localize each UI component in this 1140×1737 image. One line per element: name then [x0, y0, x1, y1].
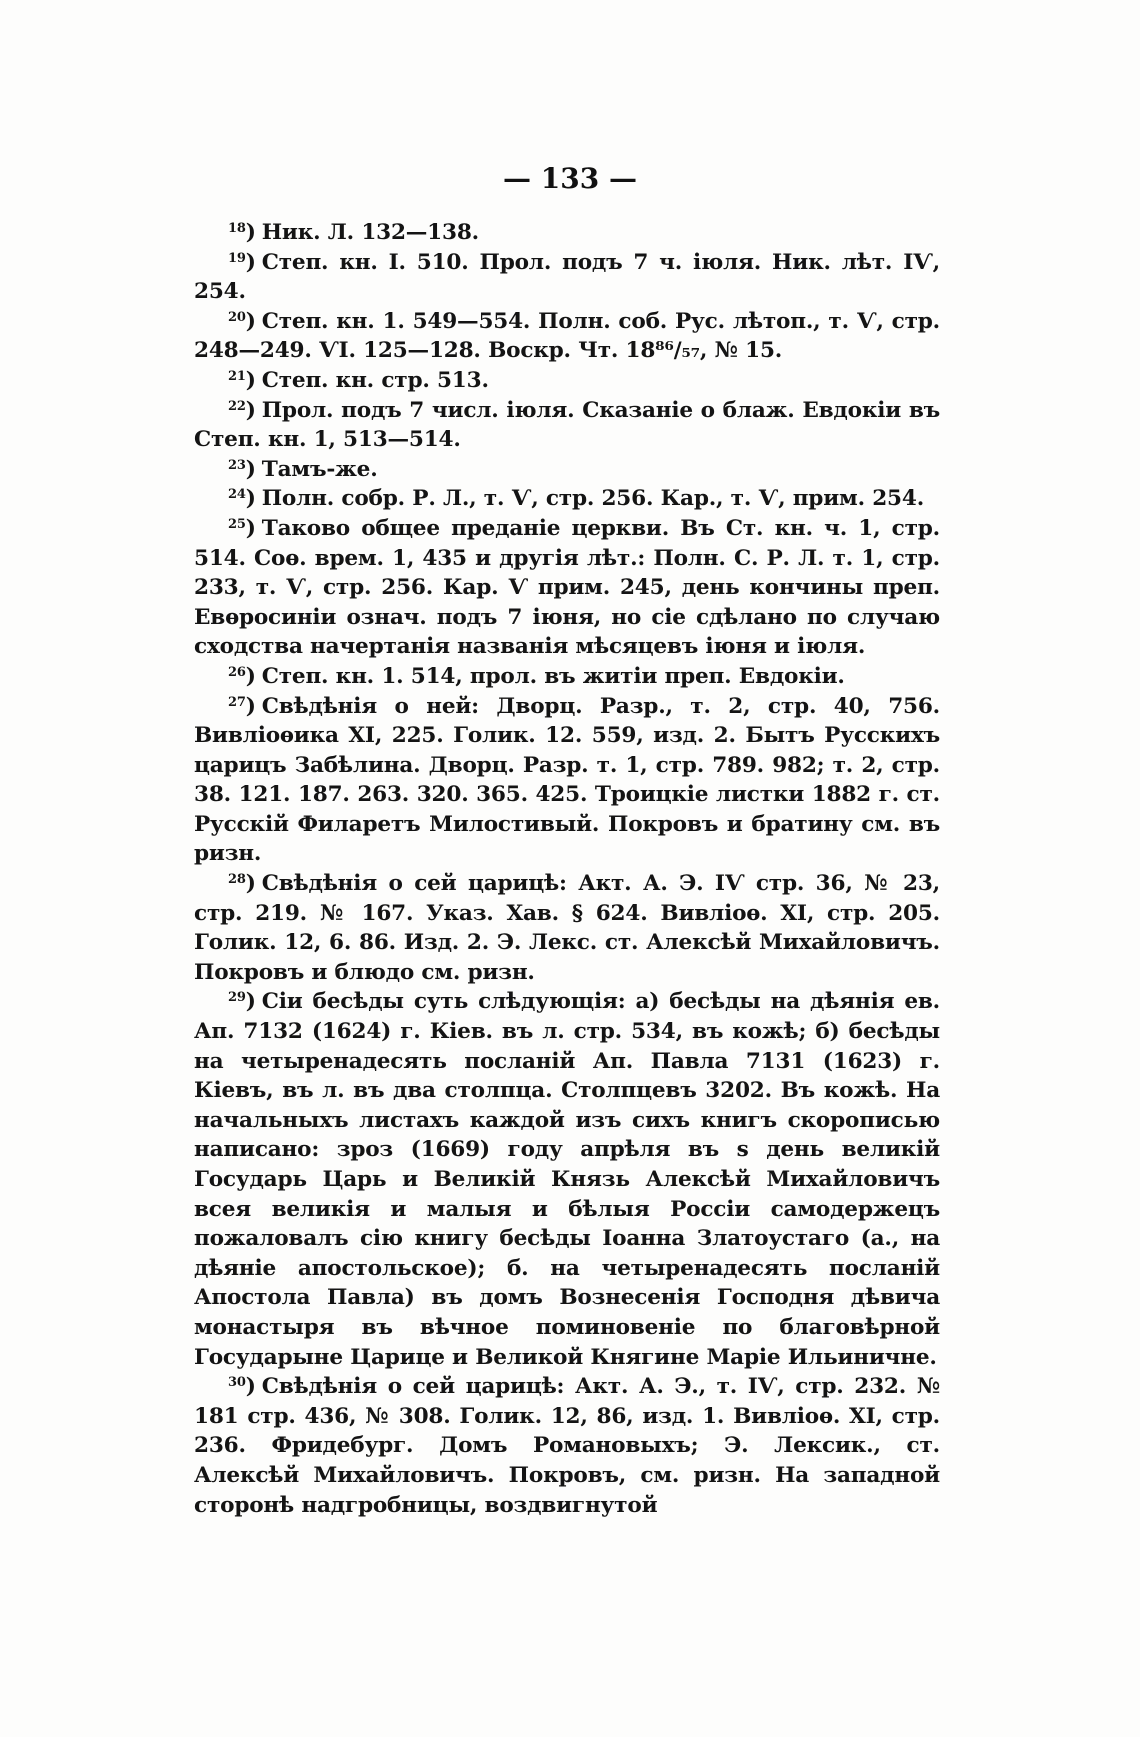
- footnote-number: 22: [228, 398, 246, 414]
- footnote-number: 21: [228, 368, 246, 384]
- footnote-number: 30: [228, 1375, 246, 1391]
- footnote-22: $^{22}$) Прол. подъ 7 числ. іюля. Сказаніе о блаж. Евдокіи въ Степ. кн. 1, 513—514.: [194, 397, 940, 453]
- footnote-number: 19: [228, 250, 246, 266]
- footnote-number: 26: [228, 664, 246, 680]
- footnote-number: 29: [228, 990, 246, 1006]
- footnote-30: $^{30}$) Свѣдѣнія о сей царицѣ: Акт. А. Э., т. IѴ, стр. 232. № 181 стр. 436, № 308. Голик. 12, 86, изд. 1. Вивліоѳ. XI, стр. 236. Фридебург. Домъ Романовыхъ; Э. Лексик., ст. Алексѣй Михайловичъ. Покровъ, см. ризн. На западной сторонѣ надгробницы, воздвигнутой: [194, 1374, 940, 1518]
- footnote-20: $^{20}$) Степ. кн. 1. 549—554. Полн. соб. Рус. лѣтоп., т. Ѵ, стр. 248—249. ѴІ. 125—128. Воскр. Чт. 18⁸⁶/₅₇, № 15.: [194, 308, 940, 364]
- footnote-text: Прол. подъ 7 числ. іюля. Сказаніе о блаж. Евдокіи въ Степ. кн. 1, 513—514.: [194, 397, 940, 453]
- footnote-text: Свѣдѣнія о сей царицѣ: Акт. А. Э., т. IѴ, стр. 232. № 181 стр. 436, № 308. Голик. 12, 86, изд. 1. Вивліоѳ. XI, стр. 236. Фридебург. Домъ Романовыхъ; Э. Лексик., ст. Алексѣй Михайловичъ. Покровъ, см. ризн. На западной сторонѣ надгробницы, воздвигнутой: [194, 1374, 940, 1518]
- footnote-number: 28: [228, 872, 246, 888]
- footnote-number: 25: [228, 516, 246, 532]
- footnote-25: $^{25}$) Таково общее преданіе церкви. Въ Ст. кн. ч. 1, стр. 514. Соѳ. врем. 1, 435 и другія лѣт.: Полн. С. Р. Л. т. 1, стр. 233, т. Ѵ, стр. 256. Кар. Ѵ прим. 245, день кончины преп. Евѳросиніи означ. подъ 7 іюня, но сіе сдѣлано по случаю сходства начертанія названія мѣсяцевъ іюня и іюля.: [194, 515, 940, 660]
- footnote-24: $^{24}$) Полн. собр. Р. Л., т. Ѵ, стр. 256. Кар., т. Ѵ, прим. 254.: [228, 486, 925, 512]
- footnote-number: 24: [228, 487, 246, 503]
- footnote-text: Степ. кн. стр. 513.: [261, 367, 489, 393]
- footnote-text: Степ. кн. 1. 549—554. Полн. соб. Рус. лѣтоп., т. Ѵ, стр. 248—249. ѴІ. 125—128. Воскр. Чт. 18⁸⁶/₅₇, № 15.: [194, 308, 940, 364]
- footnote-number: 27: [228, 694, 246, 710]
- footnote-text: Таково общее преданіе церкви. Въ Ст. кн. ч. 1, стр. 514. Соѳ. врем. 1, 435 и другія лѣт.: Полн. С. Р. Л. т. 1, стр. 233, т. Ѵ, стр. 256. Кар. Ѵ прим. 245, день кончины преп. Евѳросиніи означ. подъ 7 іюня, но сіе сдѣлано по случаю сходства начертанія названія мѣсяцевъ іюня и іюля.: [194, 515, 940, 660]
- footnotes-list: [194, 218, 940, 1520]
- footnote-26: $^{26}$) Степ. кн. 1. 514, прол. въ житіи преп. Евдокіи.: [228, 663, 845, 689]
- footnote-18: $^{18}$) Ник. Л. 132—138.: [228, 220, 479, 245]
- footnote-text: Свѣдѣнія о ней: Дворц. Разр., т. 2, стр. 40, 756. Вивліоѳика XI, 225. Голик. 12. 559, изд. 2. Бытъ Русскихъ царицъ Забѣлина. Дворц. Разр. т. 1, стр. 789. 982; т. 2, стр. 38. 121. 187. 263. 320. 365. 425. Троицкіе листки 1882 г. ст. Русскій Филаретъ Милостивый. Покровъ и братину см. въ ризн.: [194, 693, 940, 867]
- footnote-text: Сіи бесѣды суть слѣдующія: а) бесѣды на дѣянія ев. Ап. 7132 (1624) г. Кіев. въ л. стр. 534, въ кожѣ; б) бесѣды на четыренадесять посланій Ап. Павла 7131 (1623) г. Кіевъ, въ л. въ два столпца. Столпцевъ 3202. Въ кожѣ. На начальныхъ листахъ каждой изъ сихъ книгъ скорописью написано: зроз (1669) году апрѣля въ ѕ день великій Государь Царь и Великій Князь Алексѣй Михайловичъ всея великія и малыя и бѣлыя Россіи самодержецъ пожаловалъ сію книгу бесѣды Іоанна Златоустаго (а., на дѣяніе апостольское); б. на четыренадесять посланій Апостола Павла) въ домъ Вознесенія Господня дѣвича монастыря въ вѣчное поминовеніе по благовѣрной Государыне Царице и Великой Княгине Маріе Ильиничне.: [194, 989, 940, 1370]
- footnote-text: Ник. Л. 132—138.: [261, 220, 479, 245]
- footnote-number: 18: [228, 221, 246, 236]
- footnote-29: $^{29}$) Сіи бесѣды суть слѣдующія: а) бесѣды на дѣянія ев. Ап. 7132 (1624) г. Кіев. въ л. стр. 534, въ кожѣ; б) бесѣды на четыренадесять посланій Ап. Павла 7131 (1623) г. Кіевъ, въ л. въ два столпца. Столпцевъ 3202. Въ кожѣ. На начальныхъ листахъ каждой изъ сихъ книгъ скорописью написано: зроз (1669) году апрѣля въ ѕ день великій Государь Царь и Великій Князь Алексѣй Михайловичъ всея великія и малыя и бѣлыя Россіи самодержецъ пожаловалъ сію книгу бесѣды Іоанна Златоустаго (а., на дѣяніе апостольское); б. на четыренадесять посланій Апостола Павла) въ домъ Вознесенія Господня дѣвича монастыря въ вѣчное поминовеніе по благовѣрной Государыне Царице и Великой Княгине Маріе Ильиничне.: [194, 989, 940, 1370]
- footnote-27: $^{27}$) Свѣдѣнія о ней: Дворц. Разр., т. 2, стр. 40, 756. Вивліоѳика XI, 225. Голик. 12. 559, изд. 2. Бытъ Русскихъ царицъ Забѣлина. Дворц. Разр. т. 1, стр. 789. 982; т. 2, стр. 38. 121. 187. 263. 320. 365. 425. Троицкіе листки 1882 г. ст. Русскій Филаретъ Милостивый. Покровъ и братину см. въ ризн.: [194, 693, 940, 867]
- page-number: — 133 —: [503, 162, 637, 195]
- footnote-text: Полн. собр. Р. Л., т. Ѵ, стр. 256. Кар., т. Ѵ, прим. 254.: [261, 486, 925, 512]
- footnote-text: Тамъ-же.: [261, 456, 378, 482]
- footnote-number: 20: [228, 309, 246, 325]
- footnote-23: $^{23}$) Тамъ-же.: [228, 456, 378, 482]
- footnote-text: Степ. кн. 1. 514, прол. въ житіи преп. Евдокіи.: [261, 663, 845, 689]
- footnote-number: 23: [228, 457, 246, 473]
- footnote-28: $^{28}$) Свѣдѣнія о сей царицѣ: Акт. А. Э. IѴ стр. 36, № 23, стр. 219. № 167. Указ. Хав. § 624. Вивліоѳ. XI, стр. 205. Голик. 12, 6. 86. Изд. 2. Э. Лекс. ст. Алексѣй Михайловичъ. Покровъ и блюдо см. ризн.: [194, 871, 940, 985]
- footnote-19: $^{19}$) Степ. кн. І. 510. Прол. подъ 7 ч. іюля. Ник. лѣт. IѴ, 254.: [194, 249, 940, 305]
- footnote-21: $^{21}$) Степ. кн. стр. 513.: [228, 367, 489, 393]
- footnote-text: Свѣдѣнія о сей царицѣ: Акт. А. Э. IѴ стр. 36, № 23, стр. 219. № 167. Указ. Хав. § 624. Вивліоѳ. XI, стр. 205. Голик. 12, 6. 86. Изд. 2. Э. Лекс. ст. Алексѣй Михайловичъ. Покровъ и блюдо см. ризн.: [194, 871, 940, 985]
- footnote-text: Степ. кн. І. 510. Прол. подъ 7 ч. іюля. Ник. лѣт. IѴ, 254.: [194, 249, 940, 305]
